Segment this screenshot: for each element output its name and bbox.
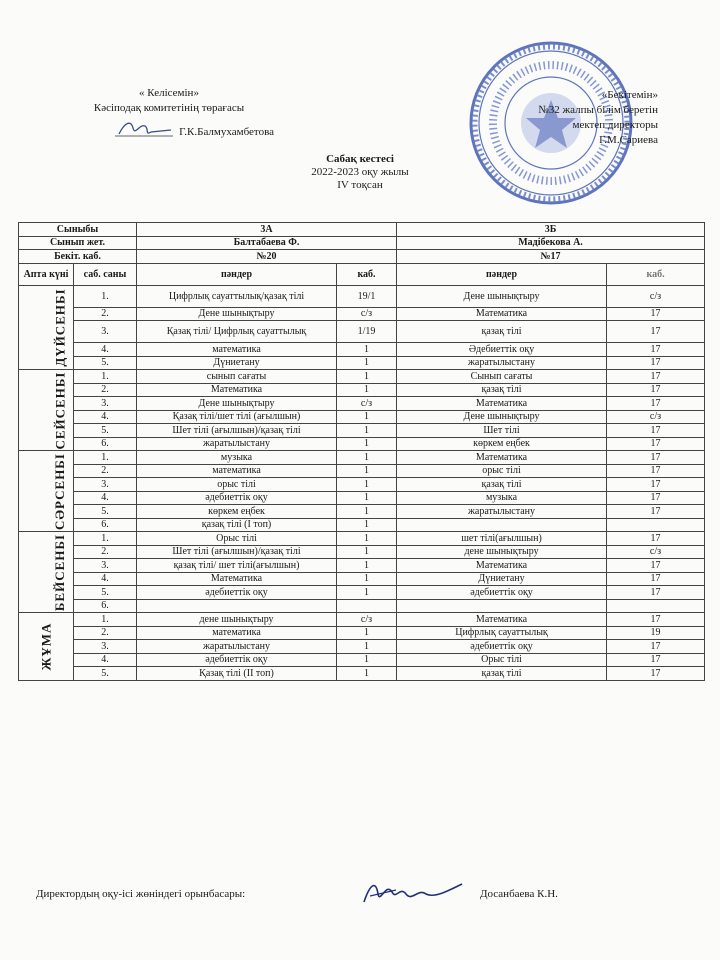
- day-name: ДҮЙСЕНБІ: [52, 288, 68, 367]
- subject-b: шет тілі(ағылшын): [397, 532, 607, 546]
- lesson-row: [19, 285, 705, 307]
- subject-b: Дене шынықтыру: [397, 285, 607, 307]
- lesson-row: [19, 545, 705, 559]
- room-row: [19, 250, 705, 264]
- committee-signature-line: [64, 116, 274, 140]
- subject-b: Сынып сағаты: [397, 370, 607, 384]
- day-cell: [19, 370, 74, 451]
- lesson-number: 3.: [74, 640, 137, 654]
- class-label: Сыныбы: [19, 223, 137, 237]
- subject-a: Цифрлық сауаттылық/қазақ тілі: [137, 285, 337, 307]
- subject-a: Дене шынықтыру: [137, 307, 337, 321]
- lesson-number: 3.: [74, 397, 137, 411]
- lesson-number: 3.: [74, 478, 137, 492]
- lesson-row: [19, 559, 705, 573]
- day-name: ЖҰМА: [38, 622, 54, 671]
- room-label: Бекіт. каб.: [19, 250, 137, 264]
- subject-b: Математика: [397, 451, 607, 465]
- lesson-number: 3.: [74, 321, 137, 343]
- subject-a: Шет тілі (ағылшын)/қазақ тілі: [137, 424, 337, 438]
- col-num-header: саб. саны: [74, 263, 137, 285]
- cabinet-a: 1: [337, 424, 397, 438]
- deputy-name: Досанбаева К.Н.: [480, 888, 558, 900]
- lesson-row: [19, 321, 705, 343]
- cabinet-a: 1: [337, 586, 397, 600]
- lesson-row: [19, 307, 705, 321]
- lesson-row: [19, 437, 705, 451]
- lesson-number: 2.: [74, 545, 137, 559]
- lesson-number: 2.: [74, 307, 137, 321]
- day-cell: [19, 613, 74, 681]
- subject-b: қазақ тілі: [397, 383, 607, 397]
- approval-block: [468, 88, 658, 148]
- cabinet-b: 17: [607, 424, 705, 438]
- lesson-row: [19, 464, 705, 478]
- lesson-row: [19, 532, 705, 546]
- cabinet-a: 1: [337, 478, 397, 492]
- lesson-number: 6.: [74, 518, 137, 532]
- day-cell: [19, 285, 74, 370]
- cabinet-a: 1: [337, 653, 397, 667]
- col-subject-a-header: пәндер: [137, 263, 337, 285]
- lesson-number: 6.: [74, 599, 137, 613]
- col-subject-b-header: пәндер: [397, 263, 607, 285]
- lesson-number: 5.: [74, 424, 137, 438]
- subject-a: Математика: [137, 572, 337, 586]
- subject-b: көркем еңбек: [397, 437, 607, 451]
- col-cab-b-header: каб.: [607, 263, 705, 285]
- lesson-number: 1.: [74, 370, 137, 384]
- lesson-row: [19, 626, 705, 640]
- subject-a: әдебиеттік оқу: [137, 491, 337, 505]
- quarter: IV тоқсан: [337, 179, 383, 191]
- cabinet-b: с/з: [607, 285, 705, 307]
- footer: [36, 882, 696, 912]
- lesson-number: 2.: [74, 626, 137, 640]
- cabinet-a: 1: [337, 626, 397, 640]
- lesson-row: [19, 478, 705, 492]
- school-year: 2022-2023 оқу жылы: [311, 166, 409, 178]
- lesson-number: 3.: [74, 559, 137, 573]
- lesson-row: [19, 667, 705, 681]
- lesson-number: 1.: [74, 451, 137, 465]
- cabinet-a: 1: [337, 343, 397, 357]
- lesson-row: [19, 491, 705, 505]
- subject-a: Шет тілі (ағылшын)/қазақ тілі: [137, 545, 337, 559]
- subject-b: қазақ тілі: [397, 478, 607, 492]
- teacher-a: Балтабаева Ф.: [137, 236, 397, 250]
- cabinet-b: [607, 599, 705, 613]
- cabinet-a: 1: [337, 356, 397, 370]
- subject-b: қазақ тілі: [397, 667, 607, 681]
- approved-label: «Бекітемін»: [601, 89, 658, 101]
- subject-a: жаратылыстану: [137, 437, 337, 451]
- cabinet-b: 17: [607, 532, 705, 546]
- committee-label: Кәсіподақ комитетінің төрағасы: [93, 102, 245, 114]
- lesson-number: 4.: [74, 653, 137, 667]
- subject-a: математика: [137, 626, 337, 640]
- subject-b: Математика: [397, 613, 607, 627]
- lesson-number: 1.: [74, 532, 137, 546]
- subject-b: жаратылыстану: [397, 505, 607, 519]
- lesson-row: [19, 397, 705, 411]
- cabinet-b: 17: [607, 370, 705, 384]
- lesson-row: [19, 451, 705, 465]
- subject-a: математика: [137, 464, 337, 478]
- document-title-block: [0, 153, 720, 192]
- lesson-number: 6.: [74, 437, 137, 451]
- subject-b: орыс тілі: [397, 464, 607, 478]
- lesson-row: [19, 518, 705, 532]
- cabinet-b: 19: [607, 626, 705, 640]
- lesson-row: [19, 572, 705, 586]
- day-name: СӘРСЕНБІ: [51, 452, 67, 530]
- subject-b: әдебиеттік оқу: [397, 640, 607, 654]
- lesson-number: 5.: [74, 505, 137, 519]
- subject-a: Қазақ тілі/шет тілі (ағылшын): [137, 410, 337, 424]
- subject-a: Қазақ тілі (II топ): [137, 667, 337, 681]
- deputy-role: Директордың оқу-ісі жөніндегі орынбасары:: [36, 888, 246, 900]
- subject-b: Дүниетану: [397, 572, 607, 586]
- director-name: Г.М.Сариева: [599, 134, 658, 146]
- teacher-row: [19, 236, 705, 250]
- cabinet-a: 19/1: [337, 285, 397, 307]
- cabinet-b: 17: [607, 667, 705, 681]
- lesson-number: 5.: [74, 586, 137, 600]
- document-title: Сабақ кестесі: [326, 153, 394, 165]
- day-cell: [19, 532, 74, 613]
- cabinet-b: 17: [607, 586, 705, 600]
- deputy-signature: [356, 874, 466, 910]
- lesson-row: [19, 505, 705, 519]
- subject-b: қазақ тілі: [397, 321, 607, 343]
- cabinet-a: 1: [337, 545, 397, 559]
- cabinet-a: 1/19: [337, 321, 397, 343]
- lesson-number: 5.: [74, 356, 137, 370]
- cabinet-b: 17: [607, 640, 705, 654]
- subject-a: әдебиеттік оқу: [137, 586, 337, 600]
- subject-a: көркем еңбек: [137, 505, 337, 519]
- subject-a: музыка: [137, 451, 337, 465]
- agreement-block: [64, 86, 274, 140]
- cabinet-b: 17: [607, 321, 705, 343]
- subject-b: Математика: [397, 559, 607, 573]
- cabinet-a: 1: [337, 491, 397, 505]
- lesson-number: 1.: [74, 613, 137, 627]
- subject-a: Қазақ тілі/ Цифрлық сауаттылық: [137, 321, 337, 343]
- cabinet-b: 17: [607, 383, 705, 397]
- schedule-table: [18, 222, 705, 681]
- subject-b: дене шынықтыру: [397, 545, 607, 559]
- subject-a: әдебиеттік оқу: [137, 653, 337, 667]
- cabinet-b: 17: [607, 451, 705, 465]
- lesson-row: [19, 586, 705, 600]
- lesson-number: 1.: [74, 285, 137, 307]
- cabinet-a: 1: [337, 451, 397, 465]
- subject-a: сынып сағаты: [137, 370, 337, 384]
- lesson-row: [19, 640, 705, 654]
- cabinet-b: 17: [607, 491, 705, 505]
- subject-b: музыка: [397, 491, 607, 505]
- column-header-row: [19, 263, 705, 285]
- committee-signature: [115, 116, 175, 140]
- subject-a: қазақ тілі (I топ): [137, 518, 337, 532]
- lesson-row: [19, 343, 705, 357]
- lesson-row: [19, 613, 705, 627]
- cabinet-b: 17: [607, 437, 705, 451]
- lesson-number: 2.: [74, 383, 137, 397]
- subject-b: Цифрлық сауаттылық: [397, 626, 607, 640]
- subject-a: Орыс тілі: [137, 532, 337, 546]
- subject-a: қазақ тілі/ шет тілі(ағылшын): [137, 559, 337, 573]
- lesson-number: 2.: [74, 464, 137, 478]
- cabinet-b: 17: [607, 505, 705, 519]
- subject-b: Дене шынықтыру: [397, 410, 607, 424]
- cabinet-b: 17: [607, 653, 705, 667]
- cabinet-a: 1: [337, 559, 397, 573]
- subject-a: Дүниетану: [137, 356, 337, 370]
- lesson-row: [19, 410, 705, 424]
- subject-b: Математика: [397, 307, 607, 321]
- subject-b: Шет тілі: [397, 424, 607, 438]
- subject-b: жаратылыстану: [397, 356, 607, 370]
- lesson-number: 5.: [74, 667, 137, 681]
- subject-b: [397, 599, 607, 613]
- cabinet-b: 17: [607, 613, 705, 627]
- cabinet-b: 17: [607, 307, 705, 321]
- cabinet-b: 17: [607, 343, 705, 357]
- lesson-row: [19, 356, 705, 370]
- lesson-row: [19, 599, 705, 613]
- class-a: 3А: [137, 223, 397, 237]
- subject-b: әдебиеттік оқу: [397, 586, 607, 600]
- subject-b: [397, 518, 607, 532]
- lesson-number: 4.: [74, 572, 137, 586]
- cabinet-b: 17: [607, 572, 705, 586]
- lesson-row: [19, 424, 705, 438]
- class-b: 3Б: [397, 223, 705, 237]
- subject-a: математика: [137, 343, 337, 357]
- lesson-row: [19, 370, 705, 384]
- teacher-label: Сынып жет.: [19, 236, 137, 250]
- cabinet-a: с/з: [337, 307, 397, 321]
- director-role: мектеп директоры: [572, 119, 658, 131]
- cabinet-b: [607, 518, 705, 532]
- cabinet-a: 1: [337, 410, 397, 424]
- lesson-row: [19, 383, 705, 397]
- col-cab-a-header: каб.: [337, 263, 397, 285]
- subject-b: Математика: [397, 397, 607, 411]
- lesson-number: 4.: [74, 410, 137, 424]
- cabinet-b: с/з: [607, 410, 705, 424]
- subject-b: Орыс тілі: [397, 653, 607, 667]
- subject-a: Математика: [137, 383, 337, 397]
- cabinet-a: 1: [337, 383, 397, 397]
- room-b: №17: [397, 250, 705, 264]
- cabinet-a: 1: [337, 437, 397, 451]
- cabinet-b: 17: [607, 397, 705, 411]
- school-name: №32 жалпы білім беретін: [538, 104, 658, 116]
- class-row: [19, 223, 705, 237]
- cabinet-a: 1: [337, 572, 397, 586]
- agreed-label: « Келісемін»: [139, 87, 199, 99]
- room-a: №20: [137, 250, 397, 264]
- cabinet-a: 1: [337, 532, 397, 546]
- cabinet-a: 1: [337, 370, 397, 384]
- cabinet-a: с/з: [337, 397, 397, 411]
- subject-b: Әдебиеттік оқу: [397, 343, 607, 357]
- lesson-number: 4.: [74, 343, 137, 357]
- cabinet-a: 1: [337, 667, 397, 681]
- subject-a: орыс тілі: [137, 478, 337, 492]
- cabinet-b: 17: [607, 464, 705, 478]
- day-name: СЕЙСЕНБІ: [52, 371, 68, 449]
- cabinet-b: 17: [607, 356, 705, 370]
- subject-a: [137, 599, 337, 613]
- subject-a: Дене шынықтыру: [137, 397, 337, 411]
- day-cell: [19, 451, 74, 532]
- day-name: БЕЙСЕНБІ: [52, 533, 68, 611]
- cabinet-b: 17: [607, 559, 705, 573]
- cabinet-a: [337, 599, 397, 613]
- teacher-b: Мадібекова А.: [397, 236, 705, 250]
- cabinet-a: 1: [337, 464, 397, 478]
- cabinet-b: с/з: [607, 545, 705, 559]
- committee-name: Г.К.Балмухамбетова: [179, 126, 274, 138]
- col-day-header: Апта күні: [19, 263, 74, 285]
- cabinet-a: 1: [337, 505, 397, 519]
- cabinet-b: 17: [607, 478, 705, 492]
- subject-a: дене шынықтыру: [137, 613, 337, 627]
- cabinet-a: 1: [337, 518, 397, 532]
- cabinet-a: 1: [337, 640, 397, 654]
- subject-a: жаратылыстану: [137, 640, 337, 654]
- lesson-number: 4.: [74, 491, 137, 505]
- lesson-row: [19, 653, 705, 667]
- cabinet-a: с/з: [337, 613, 397, 627]
